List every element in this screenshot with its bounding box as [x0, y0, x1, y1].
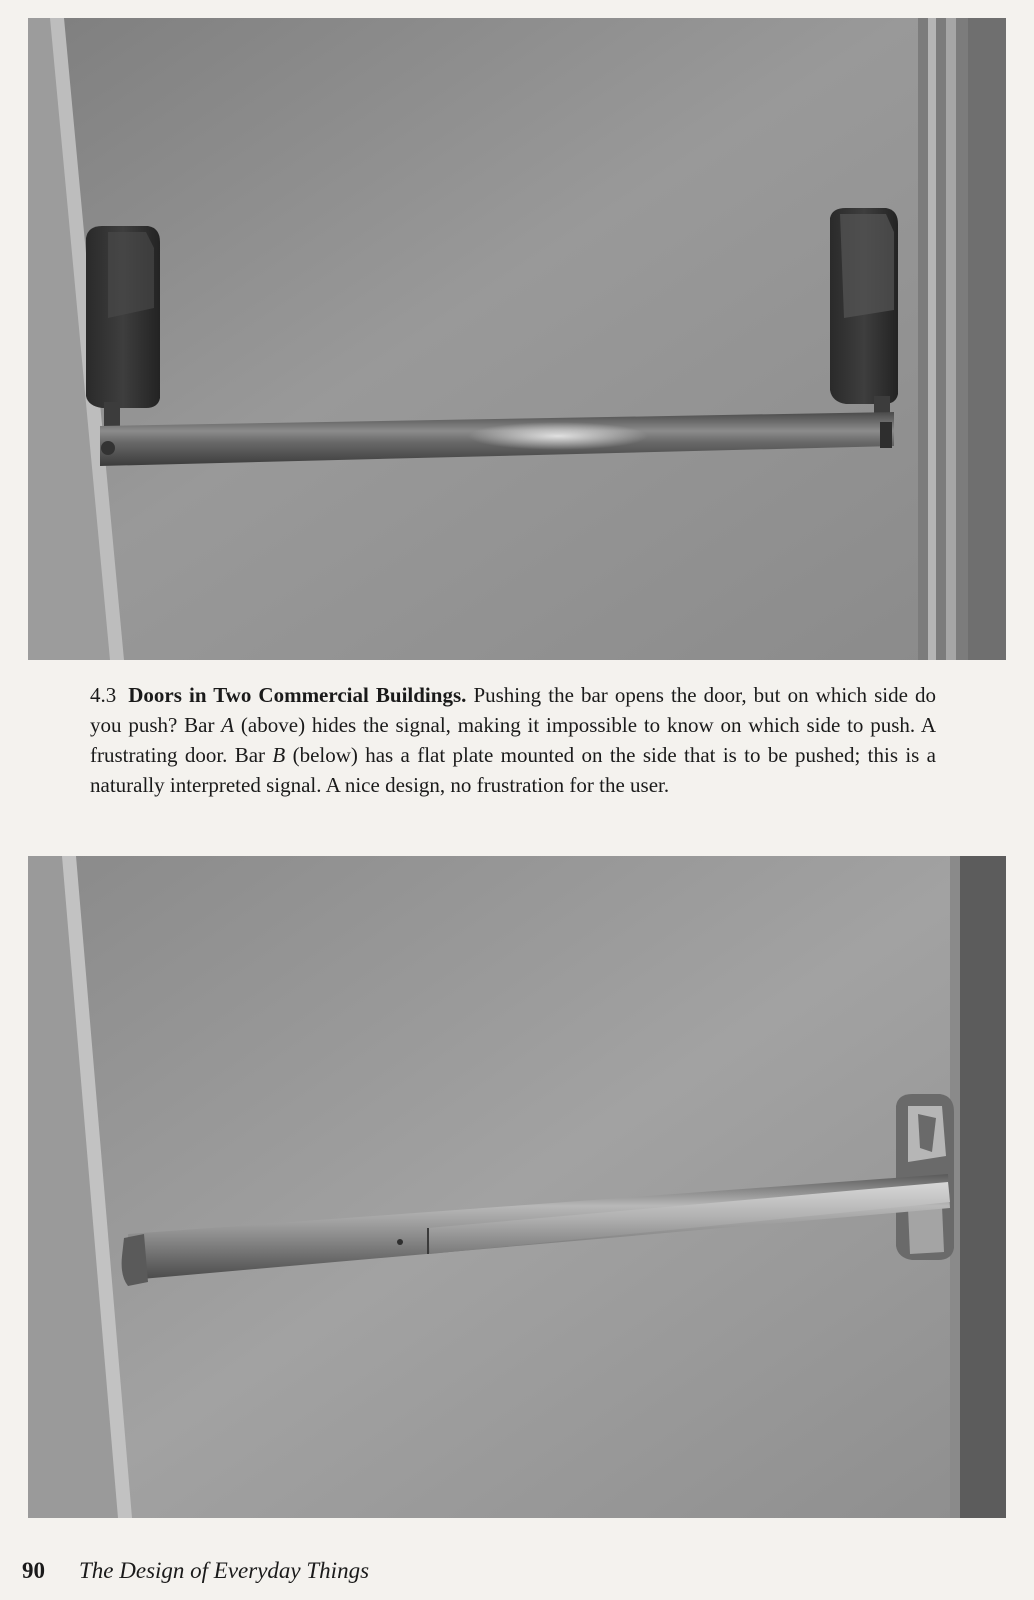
door-bar-a-illustration — [28, 18, 1006, 660]
page-footer — [22, 1558, 369, 1584]
book-title: The Design of Everyday Things — [79, 1558, 370, 1583]
caption-text-1: Pushing the bar opens the door, but on which side do you push? Bar — [90, 683, 936, 737]
door-bar-b-illustration — [28, 856, 1006, 1518]
figure-number: 4.3 — [90, 683, 117, 707]
caption-text-3: (below) has a flat plate mounted on the side that is to be pushed; this is a naturally interpreted signal. A nice design, no frustration for the user. — [90, 743, 936, 797]
caption-text-2: (above) hides the signal, making it impossible to know on which side to push. A frustrating door. Bar — [90, 713, 936, 767]
bar-a-label: A — [221, 713, 235, 737]
photo-door-bar-b — [28, 856, 1006, 1518]
figure-title: Doors in Two Commercial Buildings. — [128, 683, 467, 707]
bar-b-label: B — [272, 743, 286, 767]
page-number: 90 — [22, 1558, 45, 1583]
photo-door-bar-a — [28, 18, 1006, 660]
figure-caption — [90, 680, 936, 800]
